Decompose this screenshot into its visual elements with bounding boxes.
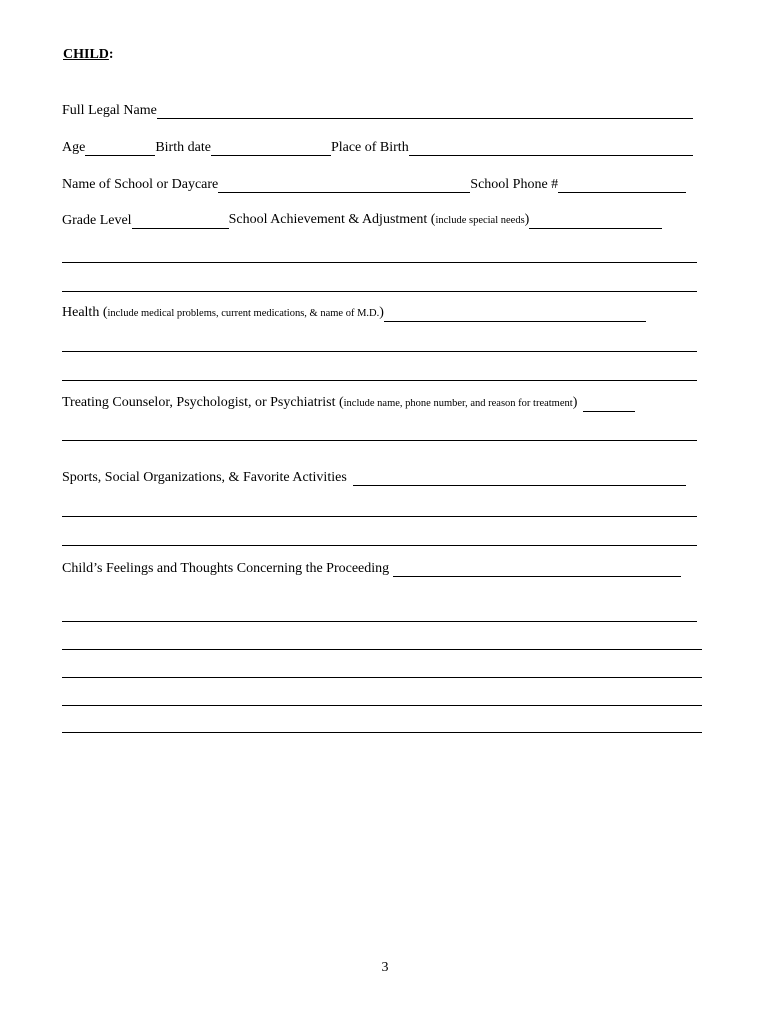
health-field[interactable] [384, 307, 646, 322]
place-of-birth-label: Place of Birth [330, 140, 409, 155]
sports-line-1[interactable] [62, 516, 697, 517]
school-phone-label: School Phone # [470, 177, 559, 192]
grade-level-label: Grade Level [62, 213, 132, 228]
school-row [62, 175, 686, 193]
school-achievement-line-1[interactable] [62, 262, 697, 263]
age-birth-row [62, 138, 693, 156]
school-name-label: Name of School or Daycare [62, 177, 219, 192]
feelings-line-3[interactable] [62, 677, 702, 678]
feelings-line-1[interactable] [62, 621, 697, 622]
sports-label: Sports, Social Organizations, & Favorite Activities [62, 470, 347, 485]
sports-field[interactable] [353, 471, 686, 486]
section-heading: CHILD: [63, 47, 114, 62]
health-label: Health (include medical problems, current medications, & name of M.D.) [62, 305, 384, 320]
grade-level-field[interactable] [132, 214, 229, 229]
counselor-row [62, 394, 635, 412]
birth-date-field[interactable] [211, 141, 331, 156]
full-legal-name-row [62, 101, 693, 119]
feelings-label: Child’s Feelings and Thoughts Concerning the Proceeding [62, 561, 390, 576]
feelings-line-2[interactable] [62, 649, 702, 650]
place-of-birth-field[interactable] [409, 141, 693, 156]
school-achievement-field[interactable] [529, 214, 662, 229]
grade-row [62, 211, 662, 229]
health-line-2[interactable] [62, 380, 697, 381]
full-legal-name-label: Full Legal Name [62, 103, 157, 118]
feelings-field[interactable] [393, 562, 681, 577]
school-phone-field[interactable] [558, 178, 686, 193]
age-field[interactable] [85, 141, 155, 156]
feelings-line-5[interactable] [62, 732, 702, 733]
birth-date-label: Birth date [155, 140, 211, 155]
counselor-field[interactable] [583, 397, 635, 412]
counselor-label: Treating Counselor, Psychologist, or Psychiatrist (include name, phone number, and reason for treatment) [62, 395, 578, 410]
feelings-line-4[interactable] [62, 705, 702, 706]
page-number: 3 [381, 960, 389, 975]
school-achievement-line-2[interactable] [62, 291, 697, 292]
sports-row [62, 468, 686, 486]
full-legal-name-field[interactable] [157, 104, 693, 119]
school-achievement-label: School Achievement & Adjustment (include special needs) [228, 212, 530, 227]
school-name-field[interactable] [218, 178, 470, 193]
sports-line-2[interactable] [62, 545, 697, 546]
health-line-1[interactable] [62, 351, 697, 352]
feelings-row [62, 559, 681, 577]
health-row [62, 304, 646, 322]
counselor-line-1[interactable] [62, 440, 697, 441]
age-label: Age [62, 140, 86, 155]
